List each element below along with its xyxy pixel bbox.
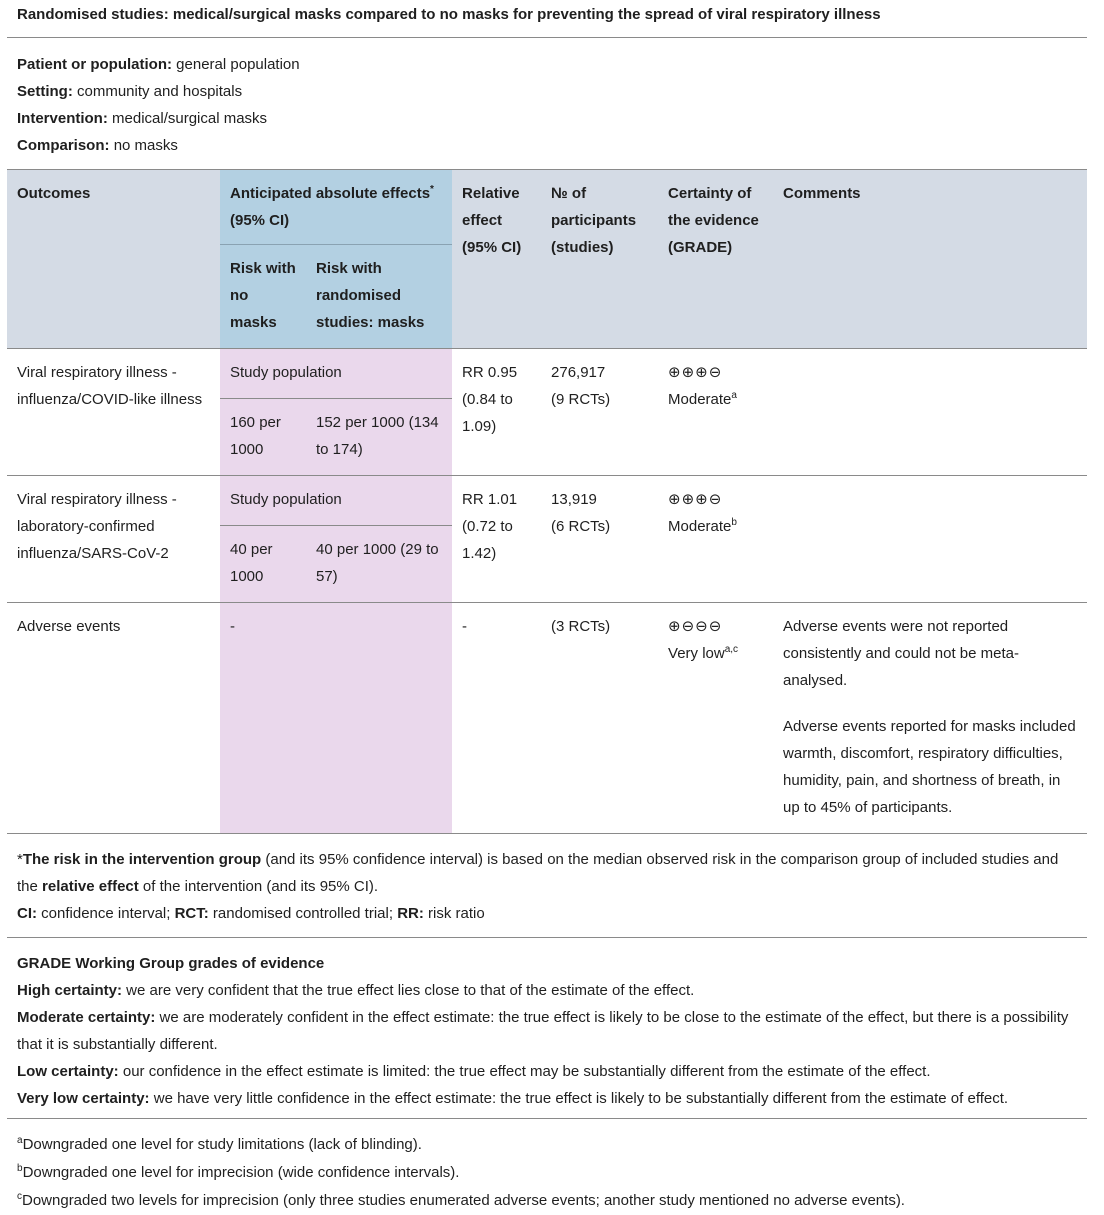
participants-count: 276,917: [551, 364, 606, 381]
outcome-cell: Viral respiratory illness - laboratory-confirmed influenza/SARS-CoV-2: [7, 476, 220, 603]
population-block: [7, 38, 1087, 169]
footnote: [17, 1131, 1077, 1159]
participants-cell: (3 RCTs): [541, 603, 658, 834]
summary-of-findings: [7, 0, 1087, 1215]
participants-cell: [541, 349, 658, 476]
header-anticipated: [220, 170, 452, 245]
grade-definitions: [7, 938, 1087, 1119]
ci-label: CI:: [17, 905, 37, 922]
footnote-mark: a: [17, 1135, 23, 1146]
studies-count: (9 RCTs): [551, 391, 611, 408]
header-anticipated-sup: *: [430, 184, 434, 195]
certainty-footnote-mark: a: [731, 390, 737, 401]
rr-text: risk ratio: [423, 905, 485, 922]
rct-text: randomised controlled trial;: [208, 905, 398, 922]
table-row: [7, 476, 1087, 526]
table-row: [7, 603, 1087, 834]
grade-high: [17, 977, 1077, 1004]
patient-value: general population: [176, 56, 300, 73]
footnote-mark: b: [17, 1163, 23, 1174]
comment-paragraph: Adverse events reported for masks included warmth, discomfort, respiratory difficulties, humidity, pain, and shortness of breath, in up to 45% of participants.: [783, 718, 1076, 816]
footnotes: [7, 1119, 1087, 1215]
ci-text: confidence interval;: [37, 905, 175, 922]
footnote: [17, 1159, 1077, 1187]
patient-line: [17, 51, 1077, 78]
intervention-line: [17, 105, 1077, 132]
intervention-label: Intervention:: [17, 110, 108, 127]
header-participants: № of participants (studies): [541, 170, 658, 349]
relative-effect-cell: RR 1.01 (0.72 to 1.42): [452, 476, 541, 603]
comment-paragraph: Adverse events were not reported consistently and could not be meta-analysed.: [783, 618, 1019, 689]
certainty-label: Very low: [668, 645, 725, 662]
comparison-value: no masks: [113, 137, 178, 154]
certainty-cell: [658, 349, 773, 476]
footnote-text: Downgraded one level for study limitations (lack of blinding).: [22, 1136, 422, 1153]
setting-line: [17, 78, 1077, 105]
risk-no-masks-cell: 160 per 1000: [220, 399, 306, 476]
studies-count: (6 RCTs): [551, 518, 611, 535]
grade-moderate: [17, 1004, 1077, 1058]
study-population-cell: Study population: [220, 349, 452, 399]
risk-note: [17, 846, 1077, 900]
certainty-label: Moderate: [668, 518, 732, 535]
risk-text-2: of the intervention (and its 95% CI).: [138, 878, 379, 895]
grade-low-label: Low certainty:: [17, 1063, 119, 1080]
grade-verylow: [17, 1085, 1077, 1112]
outcome-cell: Viral respiratory illness - influenza/COVID-like illness: [7, 349, 220, 476]
table-row: [7, 349, 1087, 399]
footnote: [17, 1187, 1077, 1215]
certainty-cell: [658, 603, 773, 834]
grade-low-text: our confidence in the effect estimate is limited: the true effect may be substantially different from the estimate of the effect.: [118, 1063, 931, 1080]
comments-cell: [773, 603, 1087, 834]
certainty-cell: [658, 476, 773, 603]
abbreviations: [17, 900, 1077, 927]
certainty-symbols: ⊕⊕⊕⊖: [668, 364, 723, 381]
header-comments: Comments: [773, 170, 1087, 349]
relative-effect-cell: -: [452, 603, 541, 834]
certainty-label: Moderate: [668, 391, 732, 408]
header-anticipated-ci: (95% CI): [230, 212, 290, 229]
header-anticipated-text: Anticipated absolute effects: [230, 185, 431, 202]
comments-cell: [773, 476, 1087, 603]
anticipated-cell: -: [220, 603, 452, 834]
footnote-text: Downgraded one level for imprecision (wide confidence intervals).: [22, 1164, 460, 1181]
comparison-label: Comparison:: [17, 137, 110, 154]
grade-moderate-text: we are moderately confident in the effect estimate: the true effect is likely to be close to the estimate of the effect, but there is a possibility that it is substantially different.: [17, 1009, 1069, 1053]
comments-cell: [773, 349, 1087, 476]
certainty-footnote-mark: a,c: [724, 644, 739, 655]
patient-label: Patient or population:: [17, 56, 172, 73]
setting-value: community and hospitals: [77, 83, 243, 100]
grade-moderate-label: Moderate certainty:: [17, 1009, 156, 1026]
grade-low: [17, 1058, 1077, 1085]
relative-effect-cell: RR 0.95 (0.84 to 1.09): [452, 349, 541, 476]
risk-masks-cell: 152 per 1000 (134 to 174): [306, 399, 452, 476]
participants-cell: [541, 476, 658, 603]
certainty-symbols: ⊕⊕⊕⊖: [668, 491, 723, 508]
intervention-value: medical/surgical masks: [112, 110, 268, 127]
header-certainty: Certainty of the evidence (GRADE): [658, 170, 773, 349]
rr-label: RR:: [397, 905, 424, 922]
setting-label: Setting:: [17, 83, 73, 100]
grade-heading: GRADE Working Group grades of evidence: [17, 955, 325, 972]
table-title: Randomised studies: medical/surgical masks compared to no masks for preventing the spread of viral respiratory illness: [7, 0, 1087, 38]
explanatory-notes: [7, 834, 1087, 938]
outcome-cell: Adverse events: [7, 603, 220, 834]
header-outcomes: Outcomes: [7, 170, 220, 349]
header-risk-no-masks: Risk with no masks: [220, 245, 306, 349]
study-population-cell: Study population: [220, 476, 452, 526]
comparison-line: [17, 132, 1077, 159]
relative-bold: relative effect: [42, 878, 139, 895]
header-risk-masks: Risk with randomised studies: masks: [306, 245, 452, 349]
grade-high-label: High certainty:: [17, 982, 123, 999]
footnote-text: Downgraded two levels for imprecision (only three studies enumerated adverse events; another study mentioned no adverse events).: [22, 1192, 905, 1209]
header-relative: Relative effect (95% CI): [452, 170, 541, 349]
certainty-footnote-mark: b: [731, 517, 737, 528]
risk-masks-cell: 40 per 1000 (29 to 57): [306, 526, 452, 603]
risk-bold: The risk in the intervention group: [22, 851, 262, 868]
grade-verylow-label: Very low certainty:: [17, 1090, 150, 1107]
findings-table: [7, 169, 1087, 834]
footnote-mark: c: [17, 1191, 22, 1202]
risk-text-1: (and its 95% confidence interval) is based on the median observed risk in the comparison group of included studies and the: [17, 851, 1059, 895]
grade-high-text: we are very confident that the true effect lies close to that of the estimate of the effect.: [122, 982, 695, 999]
certainty-symbols: ⊕⊖⊖⊖: [668, 618, 723, 635]
grade-verylow-text: we have very little confidence in the effect estimate: the true effect is likely to be substantially different from the estimate of effect.: [149, 1090, 1009, 1107]
participants-count: 13,919: [551, 491, 597, 508]
star-mark: *: [17, 851, 23, 868]
rct-label: RCT:: [174, 905, 209, 922]
risk-no-masks-cell: 40 per 1000: [220, 526, 306, 603]
